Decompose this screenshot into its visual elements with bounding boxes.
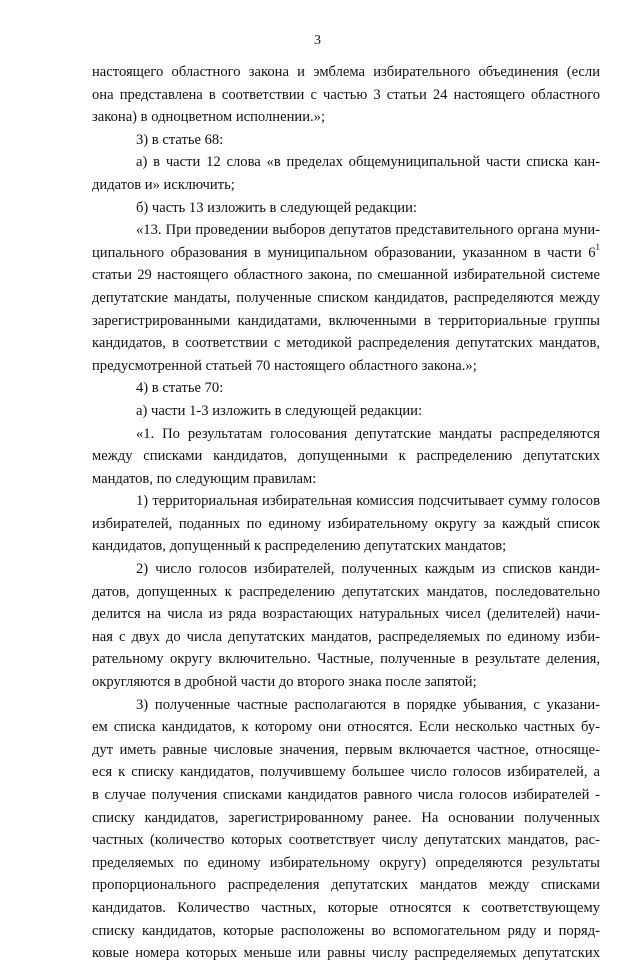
text-line — [92, 355, 600, 378]
text-line-content: датов, допущенных к распределению депутатских мандатов, последовательно — [92, 583, 600, 600]
text-line-content: списку кандидатов, которые расположены во вспомогательном ряду и поряд- — [92, 922, 600, 939]
text-line-content: 1) территориальная избирательная комиссия подсчитывает сумму голосов — [136, 493, 600, 510]
text-line-content: дидатов и» исключить; — [92, 176, 235, 193]
text-line — [92, 151, 600, 174]
text-line-content: дут иметь равные числовые значения, первым включается частное, относяще- — [92, 741, 600, 758]
text-line-content: статьи 29 настоящего областного закона, по смешанной избирательной системе — [92, 267, 600, 284]
text-line-content: ковые номера которых меньше или равны числу распределяемых депутатских — [92, 945, 600, 962]
text-line — [92, 716, 600, 739]
text-line-content: «13. При проведении выборов депутатов представительного органа муни- — [136, 222, 600, 239]
text-line-content: 2) число голосов избирателей, полученных каждым из списков канди- — [136, 561, 600, 578]
text-line-content: пропорционального распределения депутатских мандатов между списками — [92, 877, 600, 894]
text-line — [92, 739, 600, 762]
text-line-content: зарегистрированными кандидатами, включенными в территориальные группы — [92, 312, 600, 329]
text-line — [92, 852, 600, 875]
text-line — [92, 671, 600, 694]
text-line-content: предусмотренной статьей 70 настоящего областного закона.»; — [92, 357, 477, 374]
text-line-content: кандидатов, допущенный к распределению депутатских мандатов; — [92, 538, 507, 555]
text-line — [92, 874, 600, 897]
text-line — [92, 310, 600, 333]
text-line-content: делится на числа из ряда возрастающих натуральных чисел (делителей) начи- — [92, 606, 600, 623]
text-line — [92, 242, 600, 265]
text-line — [92, 603, 600, 626]
text-line-content: в случае получения списками кандидатов равного числа голосов избирателей - — [92, 787, 600, 803]
text-line-content: кандидатов. Количество частных, которые относятся к соответствующему — [92, 899, 600, 916]
text-line — [92, 219, 600, 242]
text-line-content: между списками кандидатов, допущенными к распределению депутатских — [92, 448, 600, 465]
text-line — [92, 694, 600, 717]
text-line-content: 3) в статье 68: — [136, 131, 224, 148]
text-line — [92, 535, 600, 558]
text-line-content: избирателей, поданных по единому избирательному округу за каждый список — [92, 515, 600, 532]
text-line-content: «1. По результатам голосования депутатские мандаты распределяются — [136, 425, 600, 442]
text-line — [92, 626, 600, 649]
text-line — [92, 287, 600, 310]
text-line-content: ем списка кандидатов, к которому они относятся. Если несколько частных бу- — [92, 719, 600, 736]
text-line — [92, 377, 600, 400]
text-line — [92, 784, 600, 807]
text-line — [92, 829, 600, 852]
text-line-content: 4) в статье 70: — [136, 380, 224, 397]
text-line-content: мандатов, по следующим правилам: — [92, 470, 317, 487]
text-line — [92, 942, 600, 965]
text-line — [92, 84, 600, 107]
text-line-content: еся к списку кандидатов, получившему большее число голосов избирателей, а — [92, 764, 600, 781]
text-line-content: закона) в одноцветном исполнении.»; — [92, 109, 326, 126]
superscript: 1 — [595, 241, 600, 252]
text-line — [92, 513, 600, 536]
text-line-content: б) часть 13 изложить в следующей редакции: — [136, 199, 417, 216]
text-line — [92, 897, 600, 920]
text-line-content: а) в части 12 слова «в пределах общемуниципальной части списка кан- — [136, 154, 600, 171]
text-line — [92, 174, 600, 197]
text-line — [92, 197, 600, 220]
text-line-content: депутатские мандаты, полученные списком кандидатов, распределяются между — [92, 289, 600, 306]
text-line — [92, 581, 600, 604]
text-line — [92, 423, 600, 446]
text-line — [92, 490, 600, 513]
text-line-content: округляются в дробной части до второго знака после запятой; — [92, 674, 477, 691]
text-line-content: пределяемых по единому избирательному округу) определяются результаты — [92, 854, 600, 871]
text-line — [92, 920, 600, 943]
text-line — [92, 332, 600, 355]
text-line-content: частных (количество которых соответствует числу депутатских мандатов, рас- — [92, 832, 600, 849]
text-line — [92, 648, 600, 671]
text-line-content: настоящего областного закона и эмблема избирательного объединения (если — [92, 64, 600, 80]
text-line-content: ная с двух до числа депутатских мандатов, распределяемых по единому изби- — [92, 628, 600, 645]
document-body — [92, 61, 600, 965]
text-line — [92, 264, 600, 287]
text-line — [92, 129, 600, 152]
text-line — [92, 445, 600, 468]
text-line-content: ципального образования в муниципальном образовании, указанном в части 6 — [92, 244, 596, 261]
text-line-content: рательному округу включительно. Частные, полученные в результате деления, — [92, 651, 600, 668]
text-line-content: 3) полученные частные располагаются в порядке убывания, с указани- — [136, 696, 600, 713]
text-line — [92, 468, 600, 491]
page-number: 3 — [314, 33, 321, 48]
text-line — [92, 106, 600, 129]
text-line-content: списку кандидатов, зарегистрированному ранее. На основании полученных — [92, 809, 600, 826]
text-line — [92, 61, 600, 84]
text-line — [92, 558, 600, 581]
text-line-content: а) части 1-3 изложить в следующей редакции: — [136, 402, 423, 419]
text-line — [92, 761, 600, 784]
text-line — [92, 807, 600, 830]
text-line-content: она представлена в соответствии с частью 3 статьи 24 настоящего областного — [92, 86, 600, 103]
text-line — [92, 400, 600, 423]
text-line-content: кандидатов, в соответствии с методикой распределения депутатских мандатов, — [92, 335, 600, 352]
